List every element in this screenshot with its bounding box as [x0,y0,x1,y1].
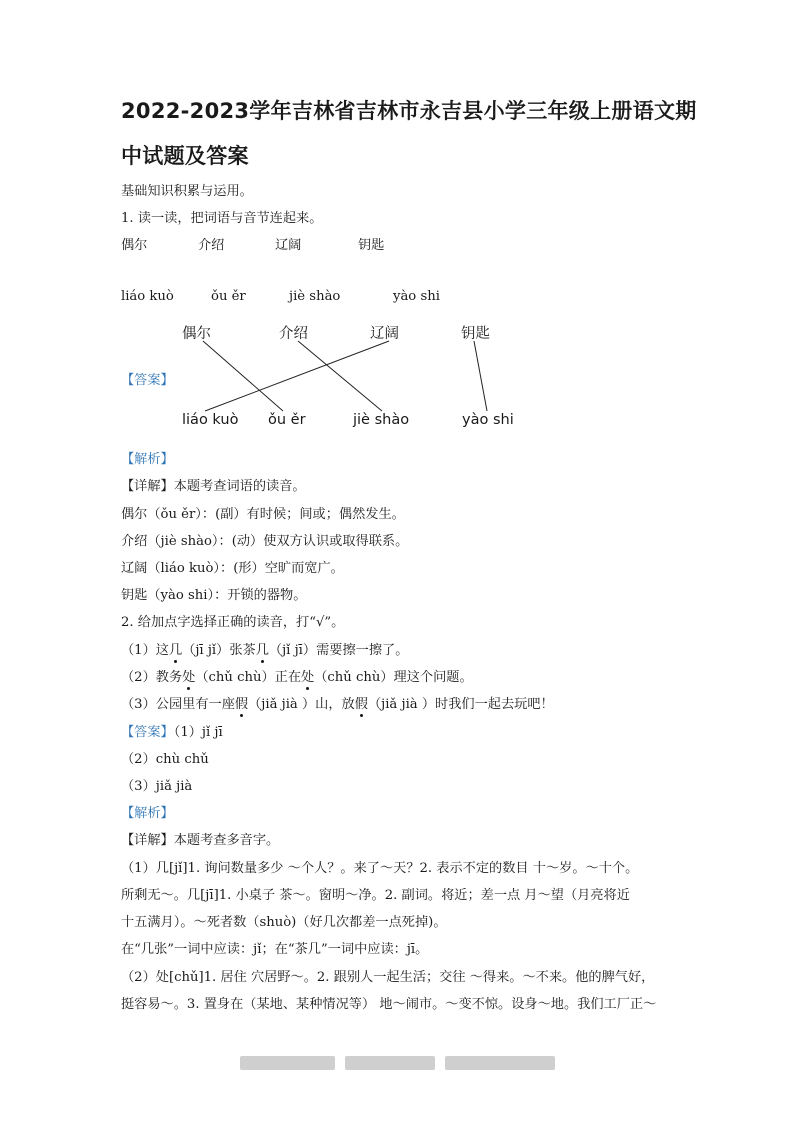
q2-s3-dotted-2: 假 [354,697,368,712]
q2-s3-part-a: （3）公园里有一座 [121,697,235,712]
q1-pinyin-2: ǒu ěr [211,289,246,304]
answer-tag-2: 【答案】 [121,725,174,740]
question-2-prompt: 2. 给加点字选择正确的读音，打“√”。 [121,615,345,630]
section-heading: 基础知识积累与运用。 [121,184,253,199]
q2-s3-part-b: （jiǎ jià ）山，放 [248,697,355,712]
q2-analysis-line-6: 挺容易～。3. 置身在（某地、某种情况等） 地～闹市。～变不惊。设身～地。我们工厂正～ [121,997,657,1012]
q2-detail-intro: 本题考查多音字。 [173,833,280,848]
q1-word-2: 介绍 [198,238,225,253]
q2-s2-part-c: （chǔ chù）理这个问题。 [314,670,473,685]
q1-word-1: 偶尔 [121,238,148,253]
q1-pinyin-1: liáo kuò [121,289,174,304]
q2-s3-dotted-1: 假 [234,697,249,712]
q1-analysis-item-4: 钥匙（yào shi）：开锁的器物。 [121,588,307,603]
detail-tag-1: 【详解】 [121,479,174,494]
match-line-jieshao [298,341,382,411]
match-line-liaokuo [205,341,389,411]
page-title-line2: 中试题及答案 [121,144,249,168]
q2-s2-part-a: （2）教务 [121,670,183,685]
q1-detail-intro: 本题考查词语的读音。 [173,479,306,494]
q2-analysis-line-4: 在“几张”一词中应读：jǐ；在“茶几”一词中应读：jī。 [121,942,429,957]
q2-s3-part-c: （jiǎ jià ）时我们一起去玩吧！ [367,697,554,712]
q2-answer-2: （2）chù chǔ [121,752,209,767]
q1-analysis-item-3: 辽阔（liáo kuò）：(形）空旷而宽广。 [121,561,344,576]
diagram-pinyin-1: liáo kuò [182,412,239,428]
q2-s2-dotted-1: 处 [182,670,196,685]
page-title-line1: 2022-2023学年吉林省吉林市永吉县小学三年级上册语文期 [121,99,697,123]
q2-s1-dotted-1: 几 [168,643,183,658]
q1-pinyin-4: yào shi [393,289,440,304]
q2-s1-part-b: （jī jǐ）张茶 [182,643,256,658]
q2-answer-line-1 [121,721,223,740]
match-line-ouer [203,341,283,411]
analysis-tag-1: 【解析】 [121,452,174,467]
diagram-word-1: 偶尔 [182,326,211,342]
diagram-word-2: 介绍 [279,326,308,342]
q2-answer-3: （3）jiǎ jià [121,779,193,794]
diagram-word-3: 辽阔 [370,326,399,342]
q1-word-4: 钥匙 [358,238,385,253]
q2-analysis-line-3: 十五满月）。～死者数（shuò)（好几次都差一点死掉)。 [121,915,447,930]
q2-s1-dotted-2: 几 [255,643,269,658]
diagram-pinyin-2: ǒu ěr [268,412,306,428]
q1-pinyin-3: jiè shào [289,289,341,304]
q2-sentence-3 [121,693,554,712]
answer-tag-1: 【答案】 [121,373,174,388]
footer-watermark-2 [345,1056,435,1070]
q2-sentence-1 [121,639,408,658]
diagram-word-4: 钥匙 [461,326,490,342]
q2-analysis-line-1: （1）几[jǐ]1. 询问数量多少 ～个人？。来了～天？2. 表示不定的数目 十～岁。～十个。 [121,861,639,876]
q2-s1-part-a: （1）这 [121,643,169,658]
q2-sentence-2 [121,666,473,685]
q1-word-3: 辽阔 [275,238,302,253]
q2-detail-line [121,829,279,848]
question-1-prompt: 1. 读一读，把词语与音节连起来。 [121,211,323,226]
q2-s1-part-c: （jǐ jī）需要擦一擦了。 [268,643,409,658]
footer-watermark-3 [445,1056,555,1070]
detail-tag-2: 【详解】 [121,833,174,848]
q2-s2-dotted-2: 处 [301,670,315,685]
footer-watermark-1 [240,1056,335,1070]
q1-analysis-item-2: 介绍（jiè shào）：(动）使双方认识或取得联系。 [121,534,409,549]
diagram-pinyin-4: yào shi [462,412,514,428]
q2-s2-part-b: （chǔ chù）正在 [195,670,302,685]
match-line-yaoshi [474,341,487,411]
q2-answer-1: （1）jǐ jī [173,725,223,740]
analysis-tag-2: 【解析】 [121,806,174,821]
q1-detail-line [121,475,306,494]
q2-analysis-line-2: 所剩无～。几[jī]1. 小桌子 茶～。窗明～净。2. 副词。将近；差一点 月～望（月亮将近 [121,888,630,903]
diagram-pinyin-3: jiè shào [353,412,410,428]
q2-analysis-line-5: （2）处[chǔ]1. 居住 穴居野～。2. 跟别人一起生活；交往 ～得来。～不来。他的脾气好， [121,970,655,985]
q1-analysis-item-1: 偶尔（ǒu ěr）：(副）有时候；间或；偶然发生。 [121,507,405,522]
